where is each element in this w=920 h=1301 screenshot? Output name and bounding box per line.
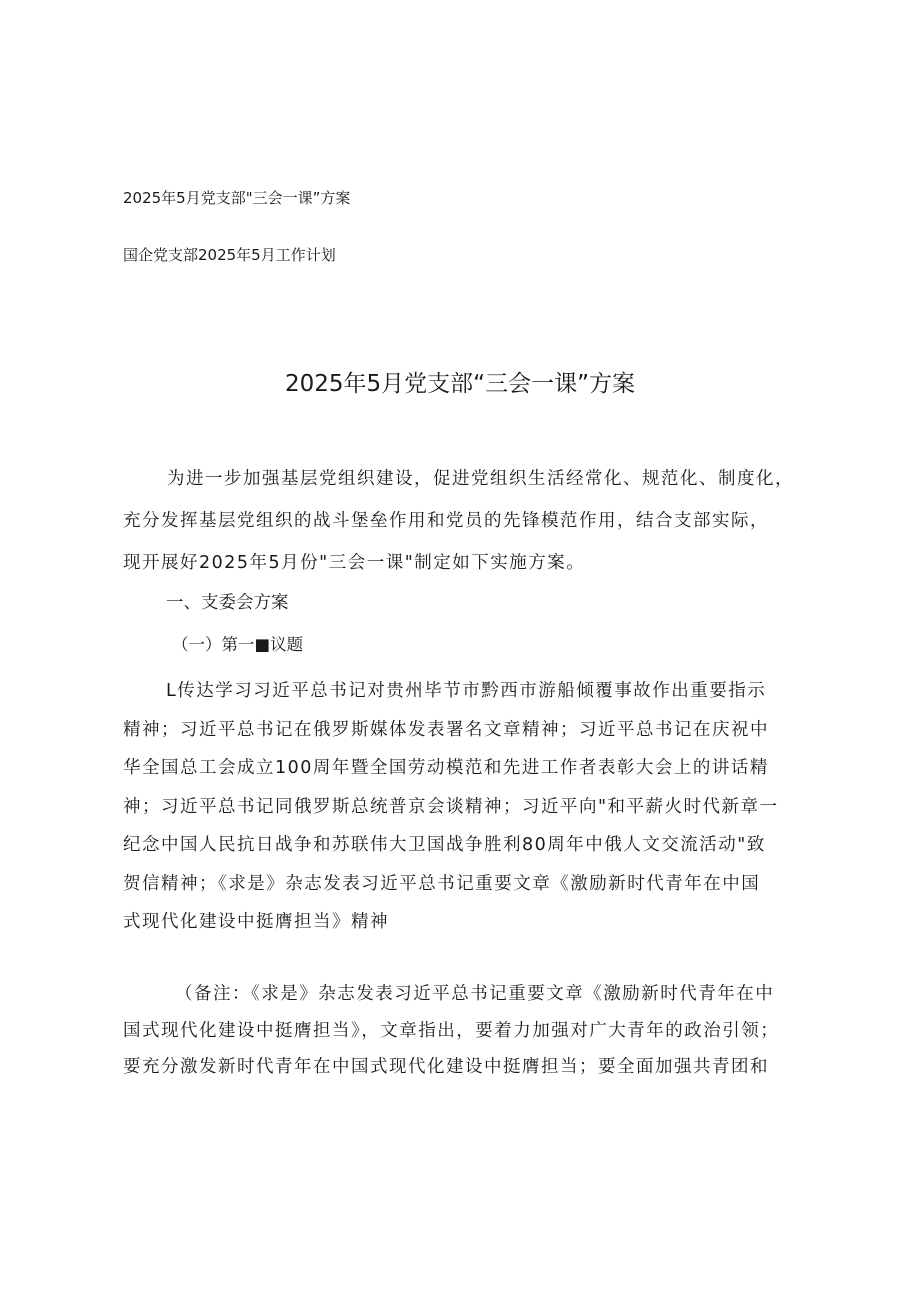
toc-line-2: 国企党支部2025年5月工作计划 [123, 246, 336, 264]
topic-line: 华全国总工会成立100周年暨全国劳动模范和先进工作者表彰大会上的讲话精 [123, 758, 769, 778]
note-paragraph [123, 976, 823, 1086]
section-heading-committee: 一、支委会方案 [166, 593, 289, 613]
document-title: 2025年5月党支部“三会一课”方案 [285, 371, 635, 397]
note-line: 要充分激发新时代青年在中国式现代化建设中挺膺担当；要全面加强共青团和 [123, 1057, 769, 1077]
intro-line: 充分发挥基层党组织的战斗堡垒作用和党员的先锋模范作用，结合支部实际， [123, 511, 769, 531]
intro-line: 为进一步加强基层党组织建设，促进党组织生活经常化、规范化、制度化， [167, 469, 794, 489]
topic-paragraph [123, 672, 823, 942]
topic-line: 纪念中国人民抗日战争和苏联伟大卫国战争胜利80周年中俄人文交流活动"致 [123, 835, 766, 855]
topic-line: 神；习近平总书记同俄罗斯总统普京会谈精神；习近平向"和平薪火时代新章一 [123, 796, 779, 817]
intro-paragraph [123, 458, 823, 584]
toc-line-1: 2025年5月党支部"三会一课”方案 [123, 189, 351, 207]
topic-line: L传达学习习近平总书记对贵州毕节市黔西市游船倾覆事故作出重要指示 [166, 681, 767, 701]
topic-line: 精神；习近平总书记在俄罗斯媒体发表署名文章精神；习近平总书记在庆祝中 [123, 719, 769, 740]
note-line: 国式现代化建设中挺膺担当》，文章指出，要着力加强对广大青年的政治引领； [123, 1020, 780, 1041]
sub-heading-first-topic: （一）第一■议题 [172, 635, 304, 654]
topic-line: 贺信精神；《求是》杂志发表习近平总书记重要文章《激励新时代青年在中国 [123, 873, 761, 894]
topic-line: 式现代化建设中挺膺担当》精神 [123, 912, 389, 932]
intro-line: 现开展好2025年5月份"三会一课"制定如下实施方案。 [123, 553, 586, 573]
note-line: （备注：《求是》杂志发表习近平总书记重要文章《激励新时代青年在中 [175, 984, 775, 1004]
